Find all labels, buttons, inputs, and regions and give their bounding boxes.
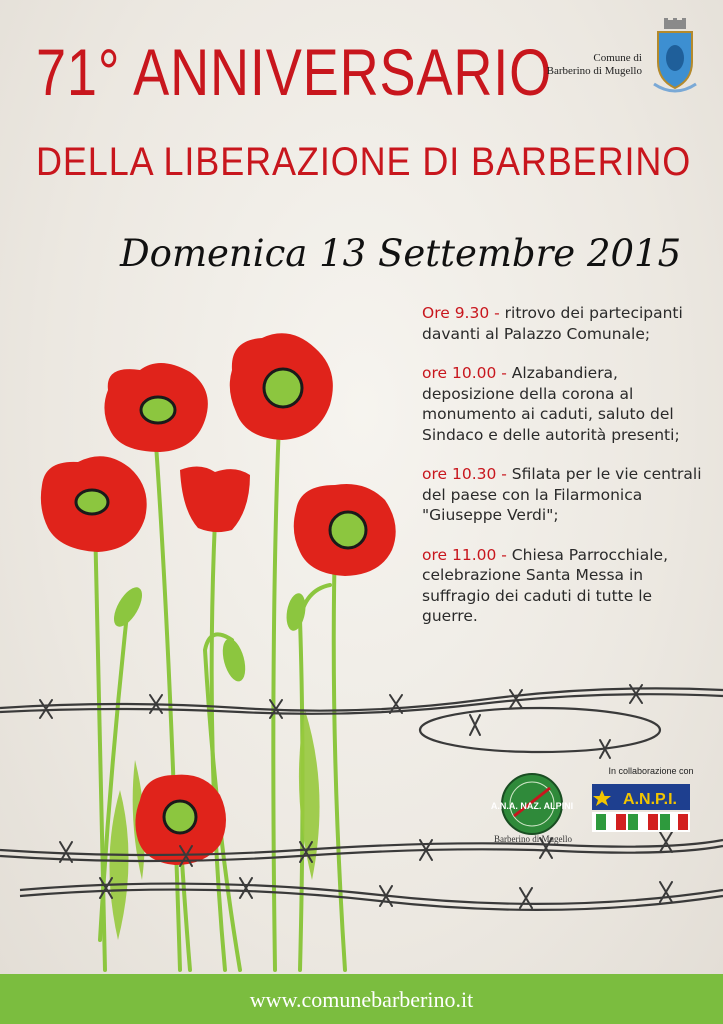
poppy-flower bbox=[294, 484, 396, 576]
anpi-label: A.N.P.I. bbox=[623, 791, 677, 808]
ana-caption: Barberino di Mugello bbox=[494, 834, 572, 844]
program-item bbox=[422, 303, 707, 344]
comune-label-line1: Comune di bbox=[593, 52, 642, 64]
poster-subtitle: DELLA LIBERAZIONE DI BARBERINO bbox=[36, 140, 692, 184]
event-program bbox=[422, 303, 707, 646]
program-time: ore 10.00 - bbox=[422, 364, 507, 382]
ana-logo-text: A.N.A. NAZ. ALPINI bbox=[490, 801, 574, 811]
poppy-flower bbox=[230, 333, 333, 440]
program-description: Sfilata per le vie centrali del paese con la Filarmonica "Giuseppe Verdi"; bbox=[422, 465, 702, 524]
poppy-flower bbox=[180, 466, 250, 532]
program-item bbox=[422, 363, 707, 445]
poppy-flower bbox=[41, 456, 147, 552]
program-description: Chiesa Parrocchiale, celebrazione Santa Messa in suffragio dei caduti di tutte le guerre. bbox=[422, 545, 668, 625]
collaboration-label: In collaborazione con bbox=[608, 766, 694, 776]
comune-label bbox=[540, 52, 642, 78]
website-link[interactable]: www.comunebarberino.it bbox=[249, 987, 474, 1012]
program-item bbox=[422, 464, 707, 526]
anpi-logo bbox=[592, 784, 690, 832]
program-description: Alzabandiera, deposizione della corona al monumento ai caduti, saluto del Sindaco e delle autorità presenti; bbox=[422, 364, 680, 444]
event-date: Domenica 13 Settembre 2015 bbox=[120, 232, 682, 275]
program-description: ritrovo dei partecipanti davanti al Palazzo Comunale; bbox=[422, 304, 683, 343]
program-item bbox=[422, 545, 707, 627]
poppy-flower bbox=[104, 363, 207, 452]
program-time: Ore 9.30 - bbox=[422, 304, 500, 322]
ana-alpini-logo bbox=[490, 772, 574, 836]
footer-bar bbox=[0, 974, 723, 1024]
program-time: ore 11.00 - bbox=[422, 545, 507, 564]
comune-crest-icon bbox=[650, 18, 700, 98]
poster-title: 71° ANNIVERSARIO bbox=[36, 35, 553, 109]
program-time: ore 10.30 - bbox=[422, 465, 507, 483]
comune-label-line2: Barberino di Mugello bbox=[546, 65, 642, 77]
